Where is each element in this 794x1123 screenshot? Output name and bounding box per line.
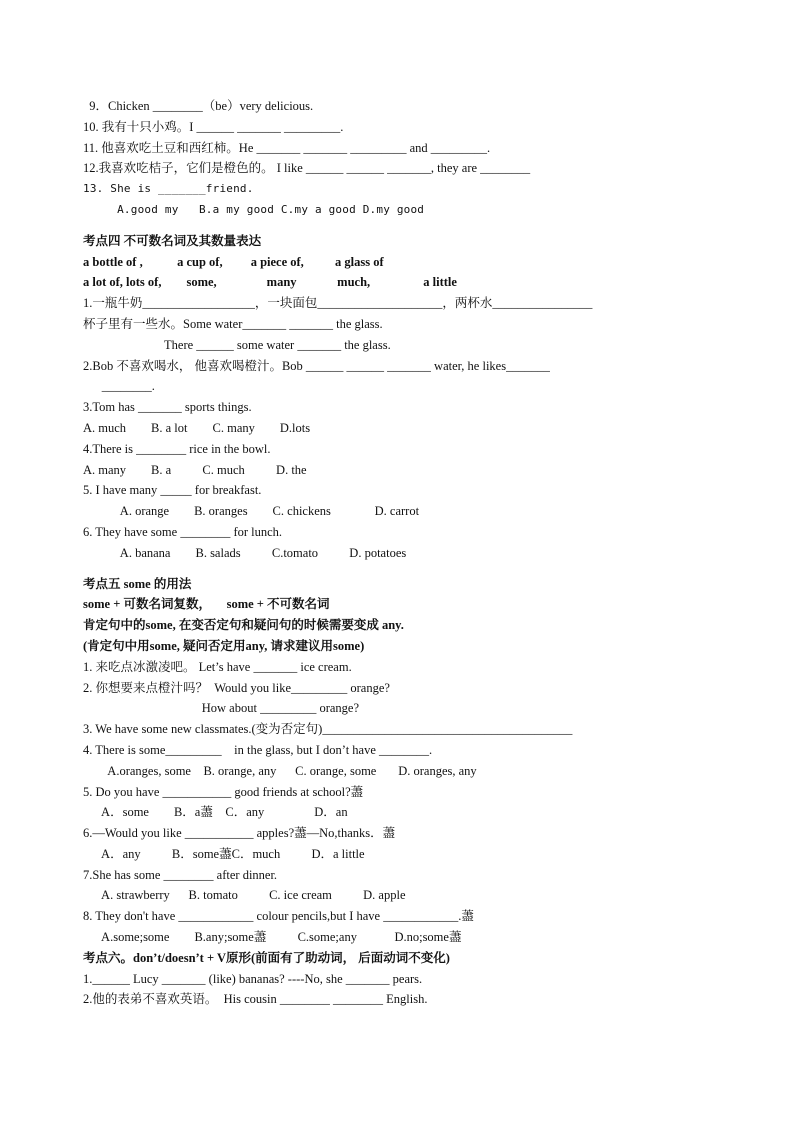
worksheet-line: A.good my B.a my good C.my a good D.my good [83,202,425,216]
section-heading: a bottle of , a cup of, a piece of, a glass of [83,254,384,269]
worksheet-line: A. many B. a C. much D. the [83,462,307,477]
section-heading: some + 可数名词复数， some + 不可数名词 [83,597,330,612]
section-heading: (肯定句中用some, 疑问否定用any, 请求建议用some) [83,638,365,653]
worksheet-line: 5. Do you have ___________ good friends at school?藎 [83,784,364,799]
worksheet-line: 13. She is _______friend. [83,182,254,196]
worksheet-line: 1.一瓶牛奶__________________，一块面包____________________，两杯水________________ [83,296,593,311]
worksheet-line: A．some B．a藎 C．any D．an [83,805,348,820]
worksheet-line: A. strawberry B. tomato C. ice cream D. apple [83,888,406,903]
worksheet-line: 11. 他喜欢吃土豆和西红柿。He _______ _______ _________ and _________. [83,140,491,155]
worksheet-line: 6.—Would you like ___________ apples?藎—No,thanks．藎 [83,826,396,841]
worksheet-line: 2.他的表弟不喜欢英语。 His cousin ________ ________ English. [83,992,428,1007]
worksheet-line: 12.我喜欢吃桔子，它们是橙色的。 I like ______ ______ _______, they are ________ [83,161,531,176]
worksheet-line: 4.There is ________ rice in the bowl. [83,441,271,456]
section-heading: 考点四 不可数名词及其数量表达 [83,233,262,248]
worksheet-line: How about _________ orange? [83,701,360,716]
worksheet-line: 5. I have many _____ for breakfast. [83,483,262,498]
worksheet-line: 2. 你想要来点橙汁吗？ Would you like_________ orange? [83,680,390,695]
worksheet-line: A. orange B. oranges C. chickens D. carrot [83,504,420,519]
worksheet-line: 1. 来吃点冰激凌吧。 Let’s have _______ ice cream. [83,659,352,674]
worksheet-line: A．any B．some藎C．much D．a little [83,846,365,861]
worksheet-line: 7.She has some ________ after dinner. [83,867,278,882]
worksheet-line: 6. They have some ________ for lunch. [83,524,283,539]
worksheet-line: ________. [83,379,155,394]
worksheet-content [83,96,723,1010]
worksheet-line: A.some;some B.any;some藎 C.some;any D.no;some藎 [83,930,462,945]
section-heading: 考点五 some 的用法 [83,576,192,591]
worksheet-line: There ______ some water _______ the glass. [83,337,391,352]
worksheet-line: 2.Bob 不喜欢喝水， 他喜欢喝橙汁。Bob ______ ______ _______ water, he likes_______ [83,358,550,373]
section-spacer [83,564,723,574]
section-heading: 肯定句中的some, 在变否定句和疑问句的时候需要变成 any. [83,618,404,633]
worksheet-line: 10. 我有十只小鸡。I ______ _______ _________. [83,119,344,134]
worksheet-line: 1.______ Lucy _______ (like) bananas? ----No, she _______ pears. [83,971,423,986]
worksheet-line: A. much B. a lot C. many D.lots [83,420,311,435]
section-heading: 考点六。don’t/doesn’t + V原形(前面有了助动词， 后面动词不变化) [83,950,450,965]
worksheet-line: 3. We have some new classmates.(变为否定句)________________________________________ [83,722,573,737]
section-heading: a lot of, lots of, some, many much, a little [83,275,457,290]
worksheet-line: A. banana B. salads C.tomato D. potatoes [83,545,407,560]
worksheet-line: 4. There is some_________ in the glass, but I don’t have ________. [83,742,433,757]
worksheet-line: 9．Chicken ________（be）very delicious. [83,99,314,113]
worksheet-line: 3.Tom has _______ sports things. [83,400,252,415]
worksheet-line: 杯子里有一些水。Some water_______ _______ the glass. [83,316,383,331]
section-spacer [83,221,723,231]
worksheet-line: 8. They don't have ____________ colour pencils,but I have ____________.藎 [83,909,474,924]
worksheet-line: A.oranges, some B. orange, any C. orange, some D. oranges, any [83,763,477,778]
